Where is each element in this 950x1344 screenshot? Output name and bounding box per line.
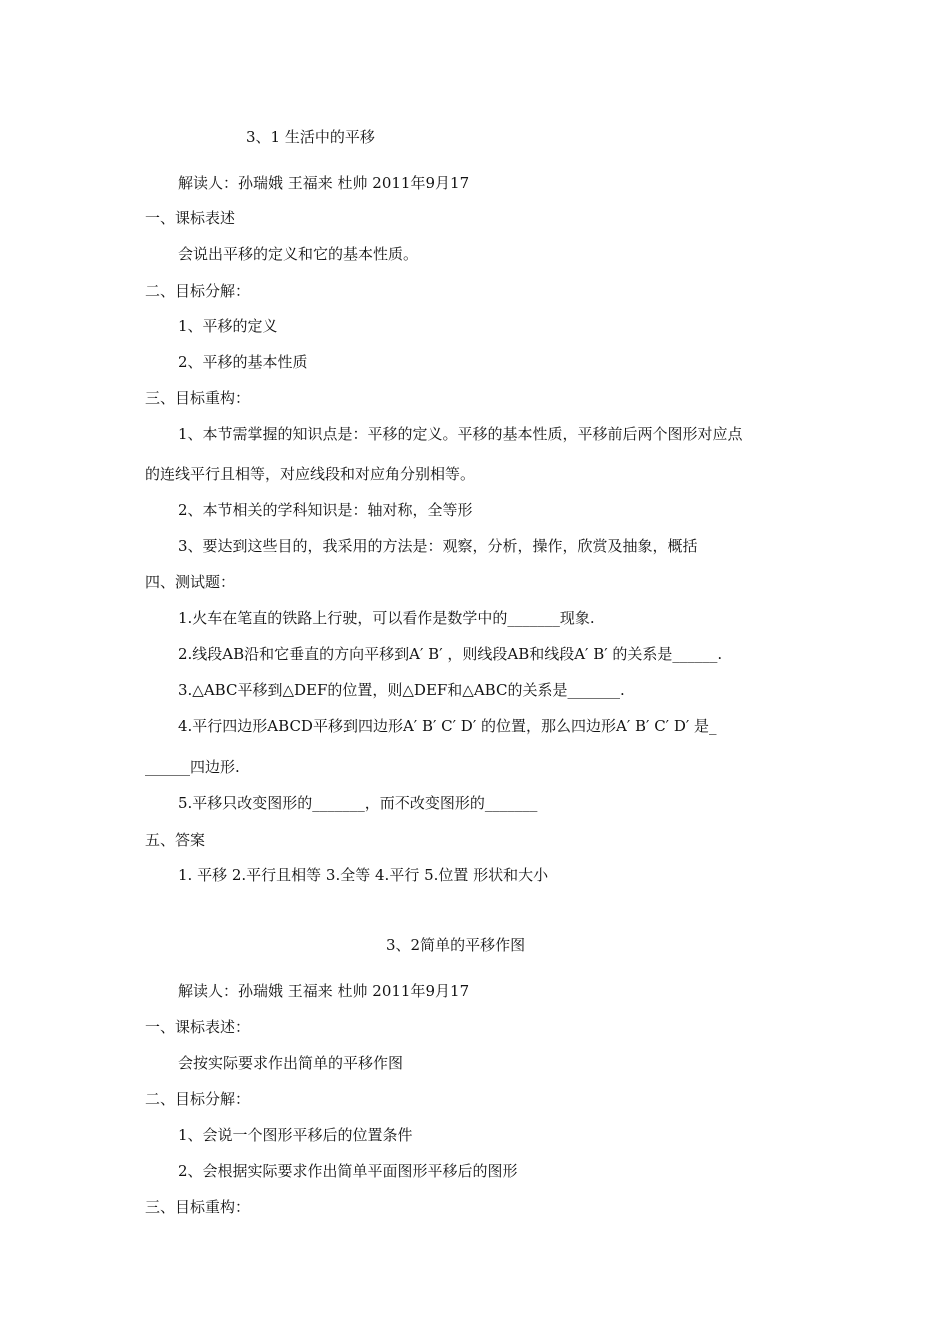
- question: 3.△ABC平移到△DEF的位置，则△DEF和△ABC的关系是_______.: [178, 681, 625, 699]
- heading: 一、课标表述: [145, 209, 236, 227]
- heading: 三、目标重构：: [145, 1198, 251, 1216]
- heading: 二、目标分解：: [145, 282, 251, 300]
- paragraph: 会按实际要求作出简单的平移作图: [178, 1054, 404, 1072]
- paragraph: 的连线平行且相等，对应线段和对应角分别相等。: [145, 465, 476, 483]
- heading: 五、答案: [145, 831, 206, 849]
- question: ______四边形.: [145, 758, 240, 776]
- question: 5.平移只改变图形的_______，而不改变图形的_______: [178, 794, 538, 812]
- paragraph: 1、平移的定义: [178, 317, 278, 335]
- answers: 1. 平移 2.平行且相等 3.全等 4.平行 5.位置 形状和大小: [178, 866, 549, 884]
- paragraph: 3、要达到这些目的，我采用的方法是：观察，分析，操作，欣赏及抽象，概括: [178, 537, 698, 555]
- heading: 四、测试题：: [145, 573, 236, 591]
- heading: 二、目标分解：: [145, 1090, 251, 1108]
- question: 1.火车在笔直的铁路上行驶，可以看作是数学中的_______现象.: [178, 609, 595, 627]
- paragraph: 2、本节相关的学科知识是：轴对称，全等形: [178, 501, 473, 519]
- paragraph: 2、平移的基本性质: [178, 353, 308, 371]
- paragraph: 会说出平移的定义和它的基本性质。: [178, 245, 419, 263]
- heading: 三、目标重构：: [145, 389, 251, 407]
- question: 4.平行四边形ABCD平移到四边形A′ B′ C′ D′ 的位置，那么四边形A′ B′ C′ D′ 是_: [178, 717, 717, 735]
- paragraph: 2、会根据实际要求作出简单平面图形平移后的图形: [178, 1162, 518, 1180]
- byline: 解读人：孙瑞娥 王福来 杜帅 2011年9月17: [178, 982, 470, 1000]
- byline: 解读人：孙瑞娥 王福来 杜帅 2011年9月17: [178, 174, 470, 192]
- section-title: 3、1 生活中的平移: [246, 128, 375, 146]
- heading: 一、课标表述：: [145, 1018, 251, 1036]
- question: 2.线段AB沿和它垂直的方向平移到A′ B′ ，则线段AB和线段A′ B′ 的关系是______.: [178, 645, 723, 663]
- paragraph: 1、本节需掌握的知识点是：平移的定义。平移的基本性质，平移前后两个图形对应点: [178, 425, 743, 443]
- section-title: 3、2简单的平移作图: [386, 936, 526, 954]
- paragraph: 1、会说一个图形平移后的位置条件: [178, 1126, 413, 1144]
